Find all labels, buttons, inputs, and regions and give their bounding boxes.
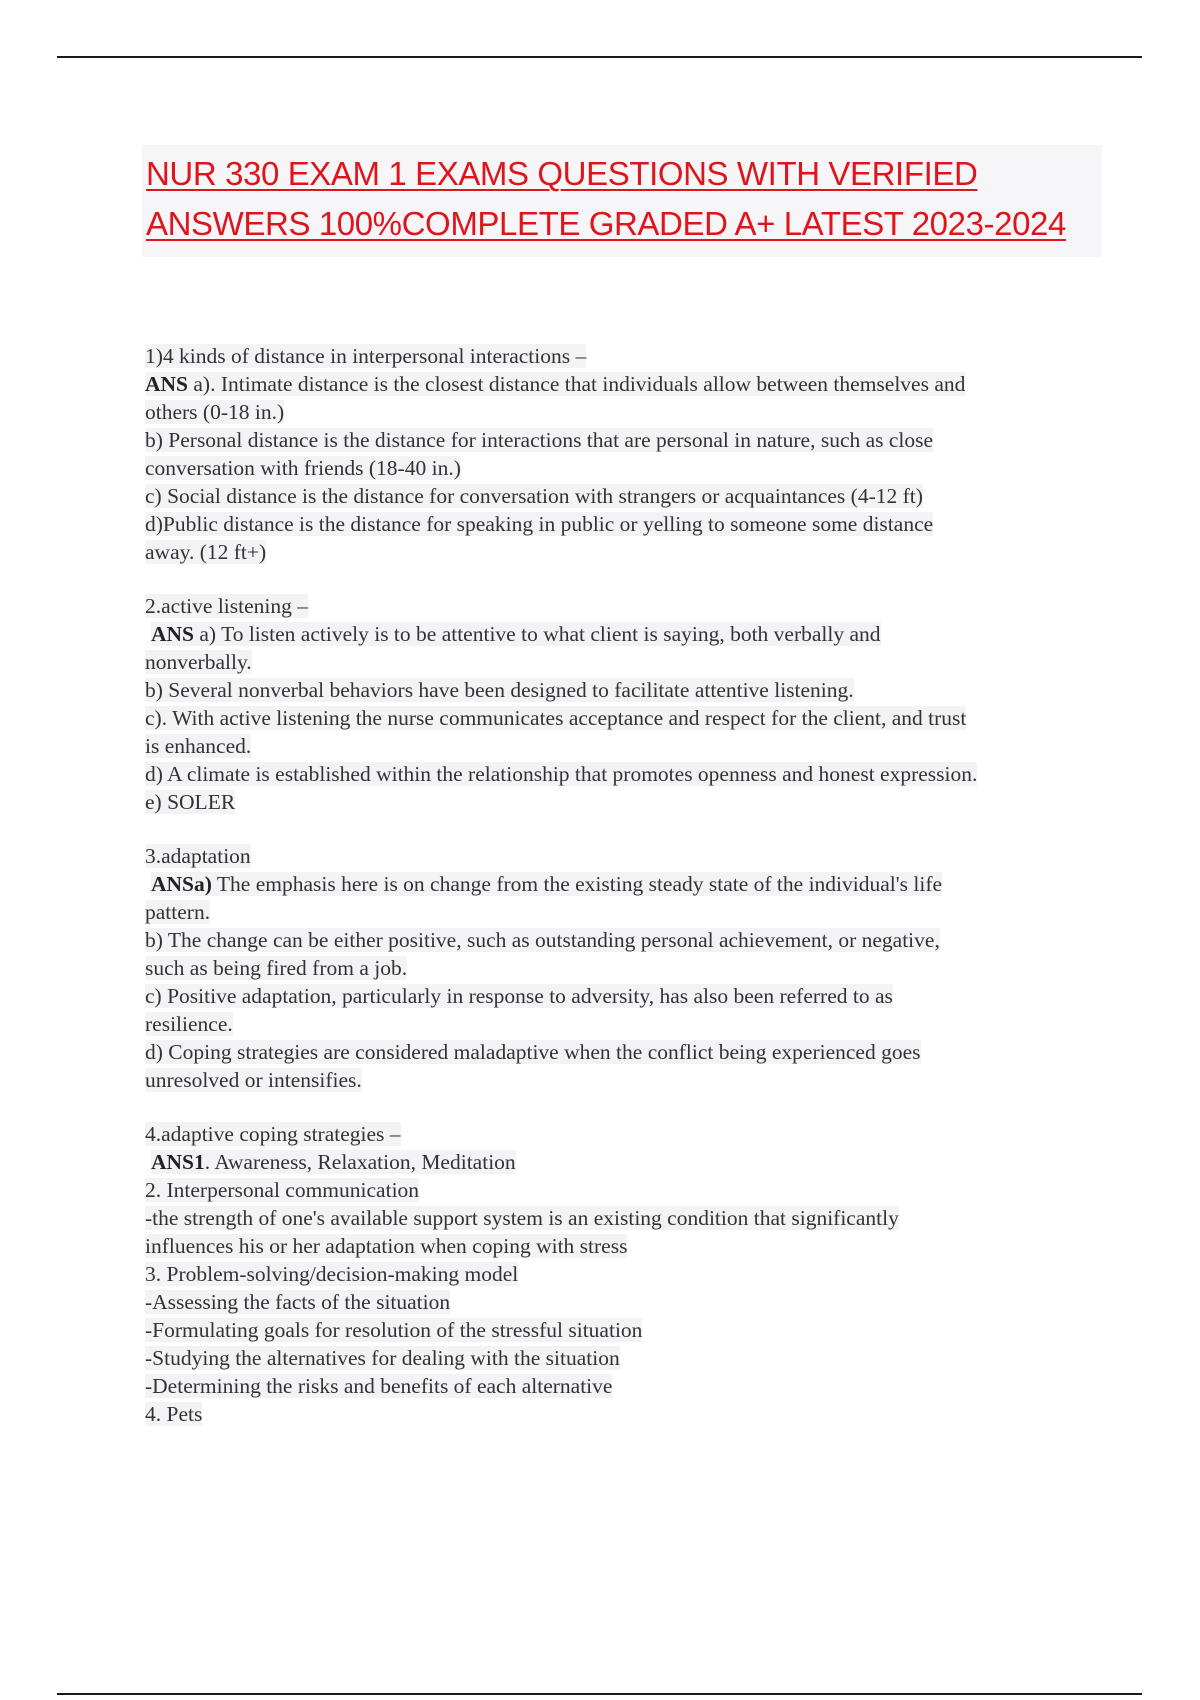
- answer-line: c). With active listening the nurse communicates acceptance and respect for the client, and trust: [145, 706, 967, 730]
- title-line-2: ANSWERS 100%COMPLETE GRADED A+ LATEST 2023-2024: [146, 205, 1066, 242]
- answer-line: b) Several nonverbal behaviors have been designed to facilitate attentive listening.: [145, 678, 854, 702]
- answer-line: c) Positive adaptation, particularly in response to adversity, has also been referred to as: [145, 984, 893, 1008]
- answer-line: such as being fired from a job.: [145, 956, 408, 980]
- document-title: [142, 145, 1102, 257]
- question-text: 4.adaptive coping strategies –: [145, 1122, 401, 1146]
- question-text: 3.adaptation: [145, 844, 251, 868]
- answer-line: d)Public distance is the distance for speaking in public or yelling to someone some distance: [145, 512, 934, 536]
- answer-line: ANS1. Awareness, Relaxation, Meditation: [151, 1150, 516, 1174]
- footer-rule: [57, 1693, 1142, 1695]
- answer-line: influences his or her adaptation when coping with stress: [145, 1234, 628, 1258]
- answer-line: ANS a). Intimate distance is the closest distance that individuals allow between themselves and: [145, 372, 966, 396]
- question-block-1: [145, 342, 1095, 566]
- answer-label: ANS1: [151, 1150, 205, 1174]
- answer-line: ANS a) To listen actively is to be attentive to what client is saying, both verbally and: [151, 622, 881, 646]
- answer-line: 4. Pets: [145, 1402, 203, 1426]
- answer-line: -Studying the alternatives for dealing with the situation: [145, 1346, 620, 1370]
- answer-line: nonverbally.: [145, 650, 252, 674]
- answer-line: d) A climate is established within the relationship that promotes openness and honest expression.: [145, 762, 978, 786]
- answer-label: ANS: [145, 372, 189, 396]
- answer-line: ANSa) The emphasis here is on change from the existing steady state of the individual's life: [151, 872, 943, 896]
- answer-label: ANS: [151, 622, 195, 646]
- answer-line: d) Coping strategies are considered maladaptive when the conflict being experienced goes: [145, 1040, 921, 1064]
- answer-line: resilience.: [145, 1012, 233, 1036]
- answer-line: pattern.: [145, 900, 211, 924]
- answer-line: 2. Interpersonal communication: [145, 1178, 420, 1202]
- question-block-2: [145, 592, 1095, 816]
- answer-line: unresolved or intensifies.: [145, 1068, 362, 1092]
- answer-line: -Assessing the facts of the situation: [145, 1290, 451, 1314]
- document-body: [145, 342, 1095, 1454]
- answer-line: -Formulating goals for resolution of the stressful situation: [145, 1318, 643, 1342]
- answer-line: e) SOLER: [145, 790, 236, 814]
- answer-line: others (0-18 in.): [145, 400, 285, 424]
- question-text: 2.active listening –: [145, 594, 309, 618]
- answer-line: b) The change can be either positive, such as outstanding personal achievement, or negative,: [145, 928, 940, 952]
- question-block-4: [145, 1120, 1095, 1428]
- answer-line: b) Personal distance is the distance for interactions that are personal in nature, such as close: [145, 428, 934, 452]
- title-line-1: NUR 330 EXAM 1 EXAMS QUESTIONS WITH VERIFIED: [146, 155, 978, 192]
- answer-line: away. (12 ft+): [145, 540, 267, 564]
- answer-label: ANSa): [151, 872, 212, 896]
- answer-line: is enhanced.: [145, 734, 252, 758]
- answer-line: -the strength of one's available support system is an existing condition that significantly: [145, 1206, 899, 1230]
- question-text: 1)4 kinds of distance in interpersonal interactions –: [145, 344, 587, 368]
- answer-line: conversation with friends (18-40 in.): [145, 456, 461, 480]
- answer-line: c) Social distance is the distance for conversation with strangers or acquaintances (4-12 ft): [145, 484, 923, 508]
- question-block-3: [145, 842, 1095, 1094]
- answer-line: 3. Problem-solving/decision-making model: [145, 1262, 519, 1286]
- answer-line: -Determining the risks and benefits of each alternative: [145, 1374, 613, 1398]
- header-rule: [57, 56, 1142, 58]
